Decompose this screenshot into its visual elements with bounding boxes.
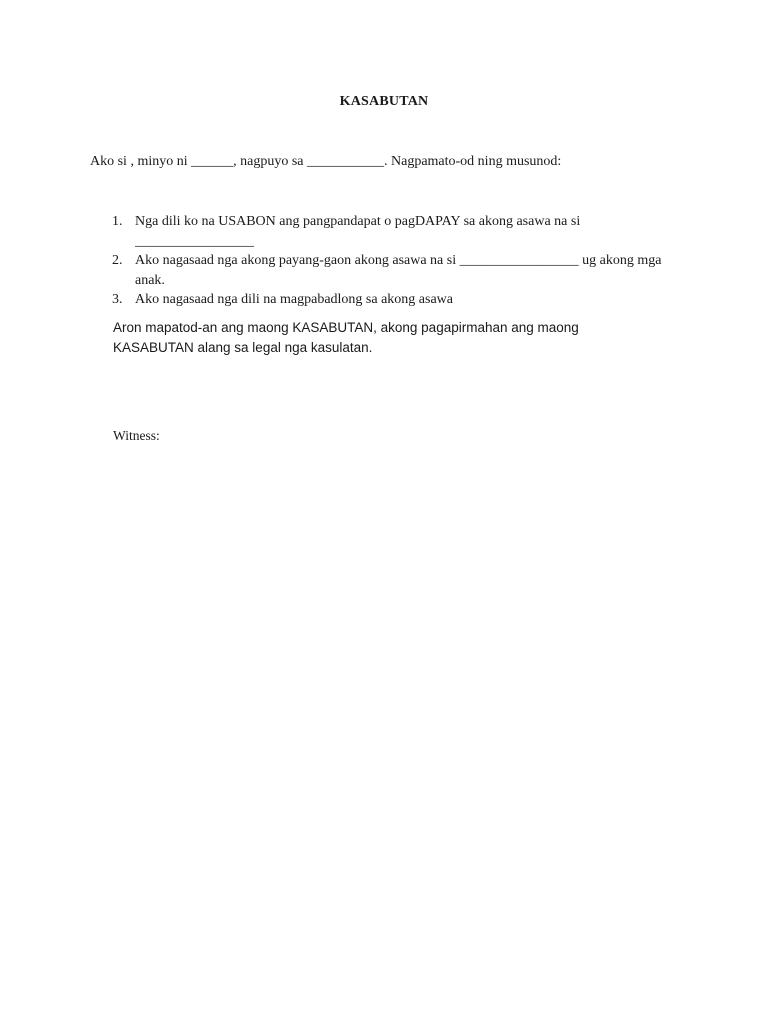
list-item bbox=[112, 212, 692, 251]
closing-paragraph: Aron mapatod-an ang maong KASABUTAN, akong pagapirmahan ang maong KASABUTAN alang sa legal nga kasulatan. bbox=[113, 320, 579, 355]
list-item-number: 3. bbox=[112, 292, 123, 307]
list-item-text: Nga dili ko na USABON ang pangpandapat o pagDAPAY sa akong asawa na si _________________ bbox=[135, 214, 581, 249]
list-item-number: 2. bbox=[112, 253, 123, 268]
intro-statement: Ako si , minyo ni ______, nagpuyo sa ___________. Nagpamato-od ning musunod: bbox=[90, 154, 562, 169]
list-item bbox=[112, 251, 692, 290]
list-item bbox=[112, 290, 692, 310]
agreement-list bbox=[112, 212, 692, 310]
list-item-text: Ako nagasaad nga dili na magpabadlong sa akong asawa bbox=[135, 292, 454, 307]
witness-label: Witness: bbox=[113, 428, 160, 443]
list-item-text: Ako nagasaad nga akong payang-gaon akong asawa na si _________________ ug akong mga anak. bbox=[135, 253, 662, 288]
list-item-number: 1. bbox=[112, 214, 123, 229]
document-title: KASABUTAN bbox=[339, 94, 429, 109]
